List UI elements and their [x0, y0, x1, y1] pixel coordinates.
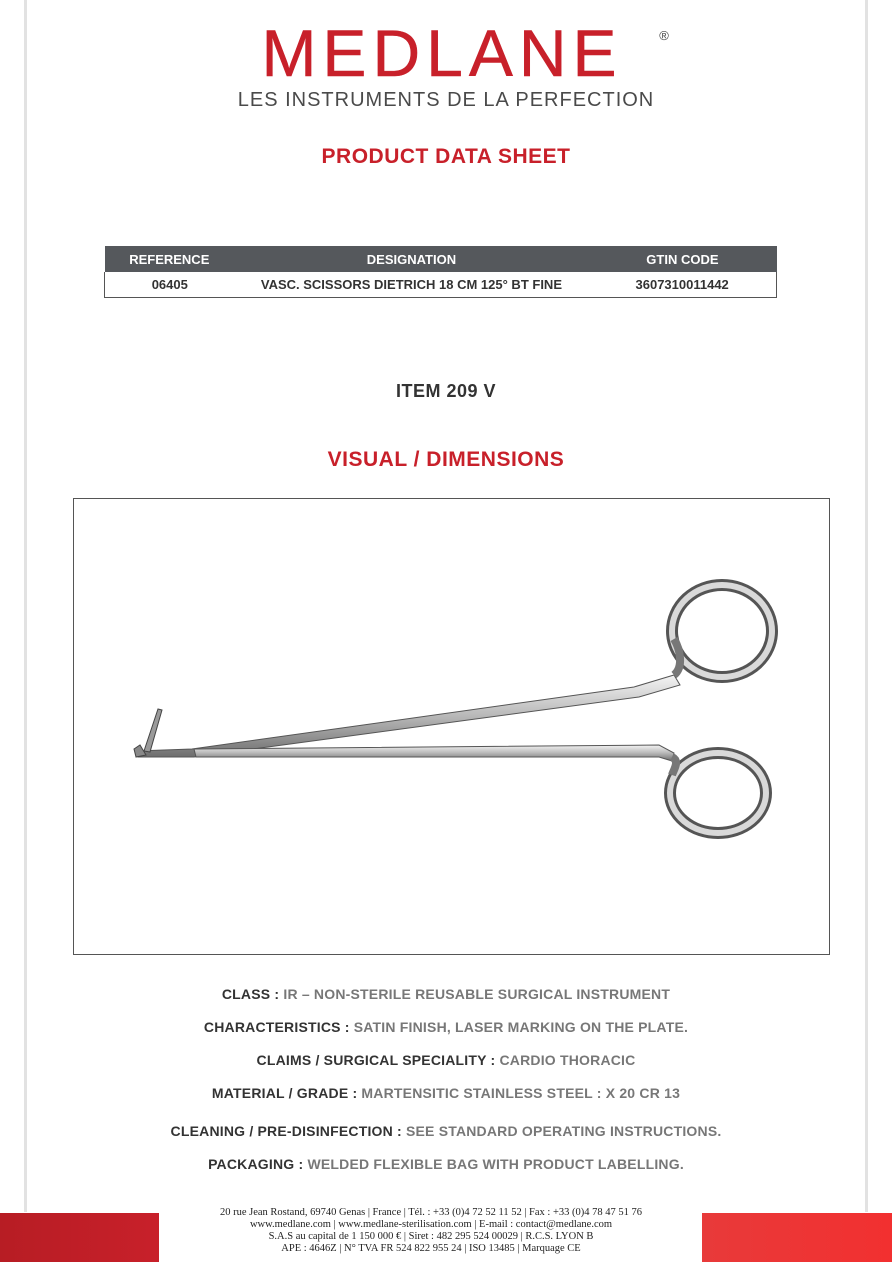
spec-characteristics: [0, 1019, 892, 1035]
footer-bar-right: [702, 1213, 892, 1262]
item-number: ITEM 209 V: [395, 381, 497, 401]
spec-value: WELDED FLEXIBLE BAG WITH PRODUCT LABELLING.: [307, 1156, 684, 1172]
header-gtin: GTIN CODE: [588, 246, 776, 272]
product-visual-frame: [73, 498, 830, 955]
brand-logo: [0, 22, 892, 84]
spec-material: [0, 1085, 892, 1101]
registered-mark: ®: [659, 28, 669, 43]
reference-table: [104, 246, 777, 298]
spec-value: CARDIO THORACIC: [499, 1052, 636, 1068]
cell-gtin: 3607310011442: [588, 272, 776, 298]
header-designation: DESIGNATION: [235, 246, 589, 272]
cell-designation: VASC. SCISSORS DIETRICH 18 CM 125° BT FINE: [235, 272, 589, 298]
footer-web: www.medlane.com | www.medlane-sterilisation.com | E-mail : contact@medlane.com: [249, 1219, 613, 1230]
sheet-title: PRODUCT DATA SHEET: [321, 145, 571, 168]
spec-value: SEE STANDARD OPERATING INSTRUCTIONS.: [405, 1123, 722, 1139]
spec-cleaning: [0, 1123, 892, 1139]
brand-logo-wordmark: MEDLANE: [261, 22, 623, 84]
table-row: [105, 272, 777, 298]
spec-packaging: [0, 1156, 892, 1172]
footer-contact: [160, 1207, 702, 1255]
visual-heading: VISUAL / DIMENSIONS: [327, 448, 565, 471]
spec-claims: [0, 1052, 892, 1068]
surgical-scissors-icon: [74, 499, 829, 954]
table-header-row: [105, 246, 777, 272]
brand-tagline: LES INSTRUMENTS DE LA PERFECTION: [237, 89, 655, 111]
footer-company: S.A.S au capital de 1 150 000 € | Siret : 482 295 524 00029 | R.C.S. LYON B: [268, 1231, 594, 1242]
spec-value: IR – NON-STERILE REUSABLE SURGICAL INSTRUMENT: [283, 986, 671, 1002]
spec-value: MARTENSITIC STAINLESS STEEL : X 20 CR 13: [361, 1085, 681, 1101]
spec-label: CLAIMS / SURGICAL SPECIALITY :: [256, 1052, 496, 1068]
spec-label: CHARACTERISTICS :: [203, 1019, 350, 1035]
spec-label: PACKAGING :: [208, 1156, 304, 1172]
spec-label: CLEANING / PRE-DISINFECTION :: [170, 1123, 402, 1139]
footer-registration: APE : 4646Z | N° TVA FR 524 822 955 24 | ISO 13485 | Marquage CE: [281, 1243, 581, 1254]
footer-address: 20 rue Jean Rostand, 69740 Genas | France | Tél. : +33 (0)4 72 52 11 52 | Fax : +33 (0)4 78 47 51 76: [219, 1207, 643, 1218]
spec-class: [0, 986, 892, 1002]
cell-reference: 06405: [105, 272, 235, 298]
spec-value: SATIN FINISH, LASER MARKING ON THE PLATE.: [353, 1019, 689, 1035]
spec-label: MATERIAL / GRADE :: [211, 1085, 358, 1101]
footer-bar-left: [0, 1213, 159, 1262]
spec-label: CLASS :: [221, 986, 280, 1002]
header-reference: REFERENCE: [105, 246, 235, 272]
